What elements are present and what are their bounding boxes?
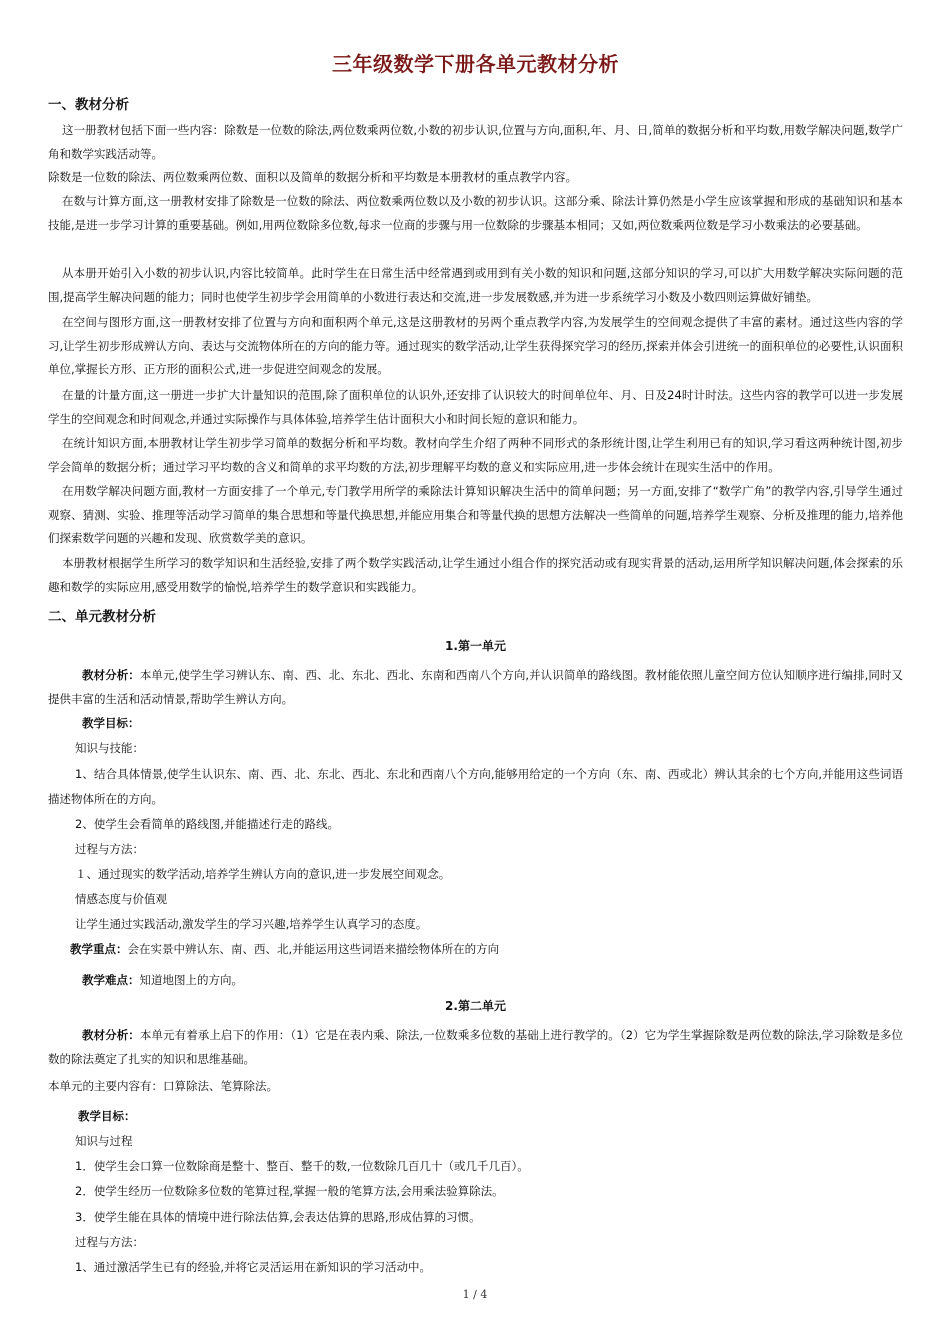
main-content: 本单元的主要内容有：口算除法、笔算除法。	[48, 1079, 278, 1093]
section-heading-2: 二、单元教材分析	[48, 609, 156, 625]
process-label: 过程与方法：	[75, 1235, 144, 1249]
paragraph: 除数是一位数的除法、两位数乘两位数、面积以及简单的数据分析和平均数是本册教材的重点教学内容。	[48, 170, 577, 184]
paragraph: 从本册开始引入小数的初步认识,内容比较简单。此时学生在日常生活中经常遇到或用到有关小数的知识和问题,这部分知识的学习,可以扩大用数学解决实际问题的范围,提高学生解决问题的能力；同时也使学生初步学会用简单的小数进行表达和交流,进一步发展数感,并为进一步系统学习小数及小数四则运算做好铺垫。	[48, 266, 903, 304]
teaching-difficulty	[82, 970, 243, 990]
page-number: 1 / 4	[462, 1288, 488, 1301]
document-title: 三年级数学下册各单元教材分析	[332, 52, 619, 76]
knowledge-item: 1．使学生会口算一位数除商是整十、整百、整千的数,一位数除几百几十（或几千几百）。	[75, 1159, 529, 1173]
paragraph: 这一册教材包括下面一些内容：除数是一位数的除法,两位数乘两位数,小数的初步认识,位置与方向,面积,年、月、日,简单的数据分析和平均数,用数学解决问题,数学广角和数学实践活动等。	[48, 123, 903, 161]
paragraph: 在用数学解决问题方面,教材一方面安排了一个单元,专门教学用所学的乘除法计算知识解决生活中的简单问题；另一方面,安排了“数学广角”的教学内容,引导学生通过观察、猜测、实验、推理等活动学习简单的集合思想和等量代换思想,并能应用集合和等量代换的思想方法解决一些简单的问题,培养学生观察、分析及推理的能力,培养他们探索数学问题的兴趣和发现、欣赏数学美的意识。	[48, 484, 903, 546]
unit-title: 1.第一单元	[445, 639, 506, 653]
unit-analysis	[48, 1024, 903, 1071]
goals-label: 教学目标：	[78, 1109, 136, 1123]
knowledge-label: 知识与技能：	[75, 741, 144, 755]
knowledge-item: 2、使学生会看简单的路线图,并能描述行走的路线。	[75, 817, 339, 831]
key-label: 教学重点：	[70, 942, 128, 956]
process-item: 1、通过激活学生已有的经验,并将它灵活运用在新知识的学习活动中。	[75, 1260, 431, 1274]
paragraph: 在数与计算方面,这一册教材安排了除数是一位数的除法、两位数乘两位数以及小数的初步认识。这部分乘、除法计算仍然是小学生应该掌握和形成的基础知识和基本技能,是进一步学习计算的重要基础。例如,用两位数除多位数,每求一位商的步骤与用一位数除的步骤基本相同；又如,两位数乘两位数是学习小数乘法的必要基础。	[48, 194, 903, 232]
goals-label: 教学目标：	[82, 716, 140, 730]
paragraph: 在量的计量方面,这一册进一步扩大计量知识的范围,除了面积单位的认识外,还安排了认识较大的时间单位年、月、日及24时计时法。这些内容的教学可以进一步发展学生的空间观念和时间观念,并通过实际操作与具体体验,培养学生估计面积大小和时间长短的意识和能力。	[48, 388, 903, 426]
emotion-item: 让学生通过实践活动,激发学生的学习兴趣,培养学生认真学习的态度。	[75, 917, 428, 931]
process-label: 过程与方法：	[75, 842, 144, 856]
paragraph: 本册教材根据学生所学习的数学知识和生活经验,安排了两个数学实践活动,让学生通过小组合作的探究活动或有现实背景的活动,运用所学知识解决问题,体会探索的乐趣和数学的实际应用,感受用数学的愉悦,培养学生的数学意识和实践能力。	[48, 556, 903, 594]
unit-analysis	[48, 664, 903, 711]
knowledge-item: 3．使学生能在具体的情境中进行除法估算,会表达估算的思路,形成估算的习惯。	[75, 1210, 481, 1224]
analysis-text: 本单元有着承上启下的作用：（1）它是在表内乘、除法,一位数乘多位数的基础上进行教学的。（2）它为学生掌握除数是两位数的除法,学习除数是多位数的除法奠定了扎实的知识和思维基础。	[48, 1028, 904, 1066]
paragraph: 在空间与图形方面,这一册教材安排了位置与方向和面积两个单元,这是这册教材的另两个重点教学内容,为发展学生的空间观念提供了丰富的素材。通过这些内容的学习,让学生初步形成辨认方向、表达与交流物体所在的方向的能力等。通过现实的数学活动,让学生获得探究学习的经历,探索并体会引进统一的面积单位的必要性,认识面积单位,掌握长方形、正方形的面积公式,进一步促进空间观念的发展。	[48, 315, 903, 377]
unit-title: 2.第二单元	[445, 999, 506, 1013]
analysis-text: 本单元,使学生学习辨认东、南、西、北、东北、西北、东南和西南八个方向,并认识简单的路线图。教材能依照儿童空间方位认知顺序进行编排,同时又提供丰富的生活和活动情景,帮助学生辨认方向。	[48, 668, 903, 706]
knowledge-label: 知识与过程	[75, 1134, 133, 1148]
paragraph: 在统计知识方面,本册教材让学生初步学习简单的数据分析和平均数。教材向学生介绍了两种不同形式的条形统计图,让学生利用已有的知识,学习看这两种统计图,初步学会简单的数据分析；通过学习平均数的含义和简单的求平均数的方法,初步理解平均数的意义和实际应用,进一步体会统计在现实生活中的作用。	[48, 436, 903, 474]
section-heading-1: 一、教材分析	[48, 97, 129, 113]
process-item: １、通过现实的数学活动,培养学生辨认方向的意识,进一步发展空间观念。	[75, 867, 451, 881]
knowledge-item: 1、结合具体情景,使学生认识东、南、西、北、东北、西北、东北和西南八个方向,能够用给定的一个方向（东、南、西或北）辨认其余的七个方向,并能用这些词语描述物体所在的方向。	[48, 767, 903, 806]
difficulty-label: 教学难点：	[82, 973, 140, 987]
key-text: 会在实景中辨认东、南、西、北,并能运用这些词语来描绘物体所在的方向	[127, 942, 500, 956]
emotion-label: 情感态度与价值观	[75, 892, 167, 906]
difficulty-text: 知道地图上的方向。	[139, 973, 243, 987]
analysis-label: 教材分析：	[82, 668, 140, 682]
analysis-label: 教材分析：	[82, 1028, 140, 1042]
teaching-key	[70, 939, 499, 959]
knowledge-item: 2．使学生经历一位数除多位数的笔算过程,掌握一般的笔算方法,会用乘法验算除法。	[75, 1184, 504, 1198]
